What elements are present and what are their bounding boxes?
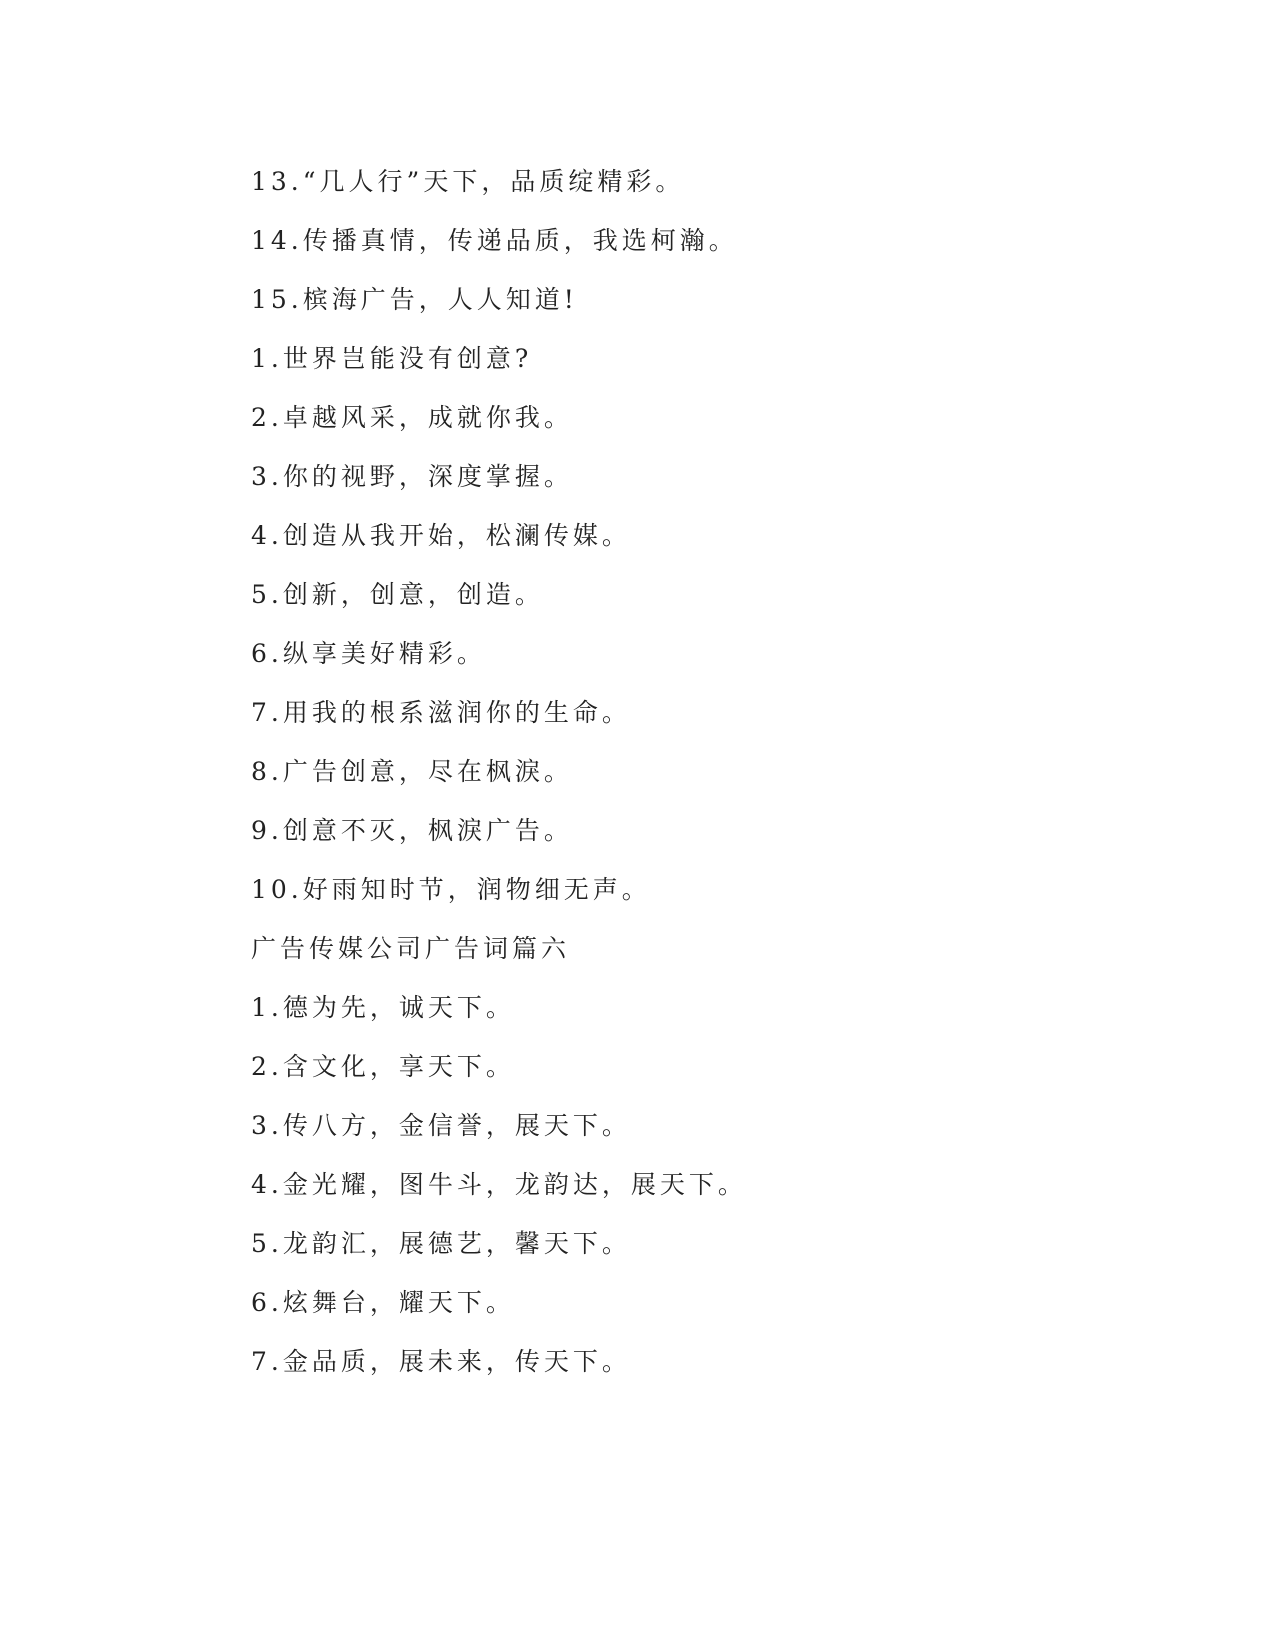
text-body — [251, 160, 1151, 1399]
text-line: 4.金光耀，图牛斗，龙韵达，展天下。 — [251, 1170, 747, 1199]
text-line: 13.“几人行”天下，品质绽精彩。 — [251, 167, 685, 196]
text-line: 3.你的视野，深度掌握。 — [251, 462, 573, 491]
text-line: 1.德为先，诚天下。 — [251, 993, 515, 1022]
text-line: 6.纵享美好精彩。 — [251, 639, 486, 668]
text-line: 10.好雨知时节，润物细无声。 — [251, 875, 651, 904]
text-line: 15.槟海广告，人人知道! — [251, 285, 578, 314]
text-line: 5.龙韵汇，展德艺，馨天下。 — [251, 1229, 631, 1258]
text-line: 7.用我的根系滋润你的生命。 — [251, 698, 631, 727]
text-line: 2.含文化，享天下。 — [251, 1052, 515, 1081]
text-line: 14.传播真情，传递品质，我选柯瀚。 — [251, 226, 738, 255]
text-line: 4.创造从我开始，松澜传媒。 — [251, 521, 631, 550]
text-line: 2.卓越风采，成就你我。 — [251, 403, 573, 432]
text-line: 1.世界岂能没有创意? — [251, 344, 533, 373]
section-heading: 广告传媒公司广告词篇六 — [251, 934, 571, 963]
text-line: 9.创意不灭，枫淚广告。 — [251, 816, 573, 845]
text-line: 7.金品质，展未来，传天下。 — [251, 1347, 631, 1376]
text-line: 3.传八方，金信誉，展天下。 — [251, 1111, 631, 1140]
text-line: 6.炫舞台，耀天下。 — [251, 1288, 515, 1317]
text-line: 8.广告创意，尽在枫淚。 — [251, 757, 573, 786]
text-line: 5.创新，创意，创造。 — [251, 580, 544, 609]
